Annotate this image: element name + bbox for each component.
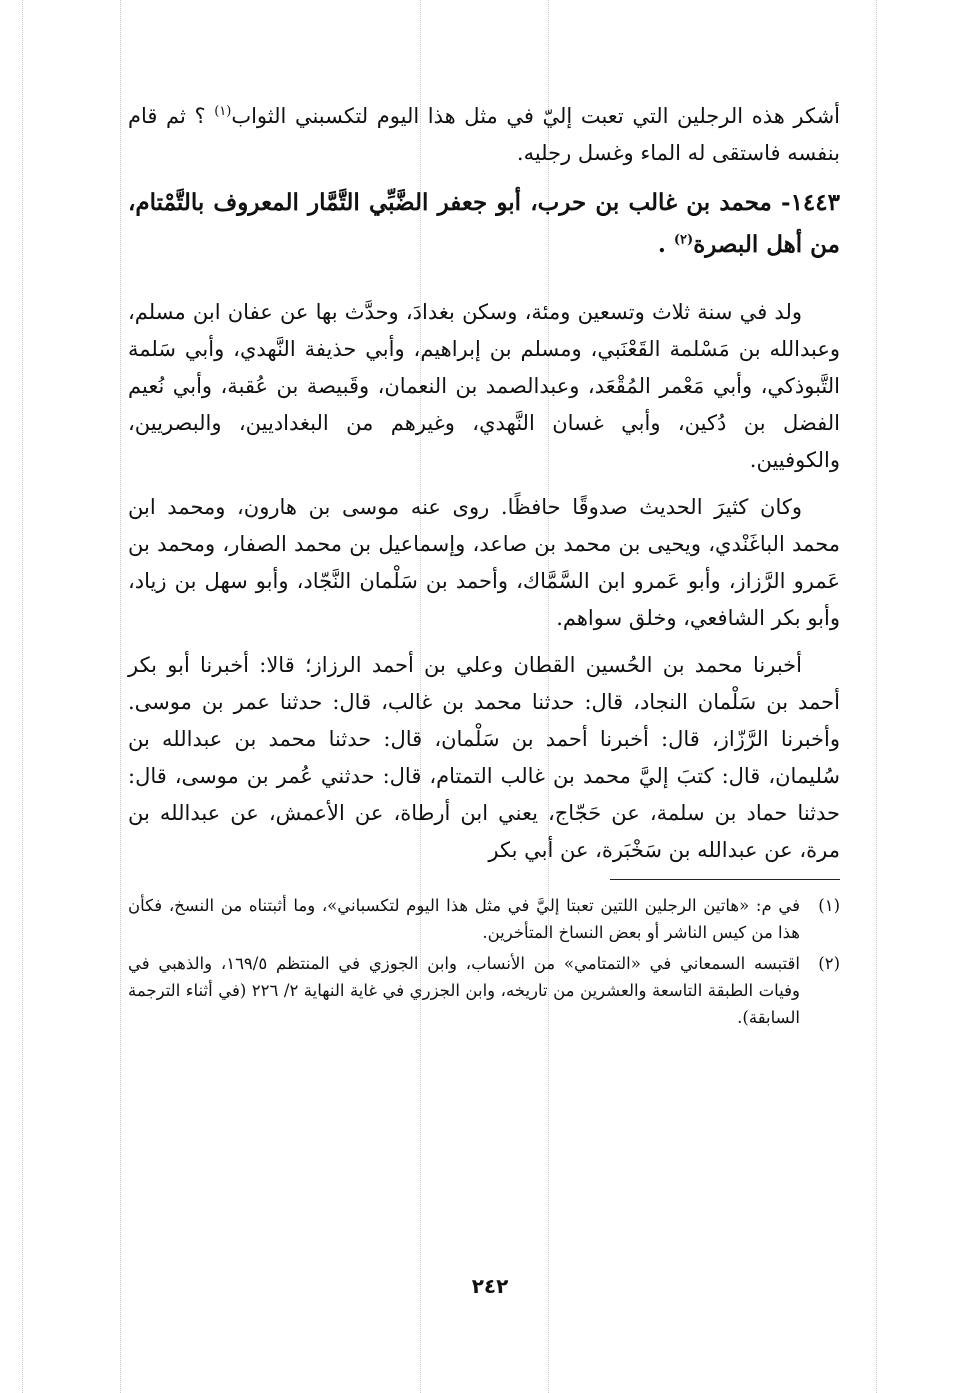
footnote-text: في م: «هاتين الرجلين اللتين تعبتا إليَّ في مثل هذا اليوم لتكسباني»، وما أثبتناه من النسخ، فكأن هذا من كيس الناشر أو بعض النساخ المتأخرين.	[128, 896, 800, 942]
footnote-1	[128, 892, 840, 946]
footnote-separator	[610, 879, 840, 880]
scan-guide-line	[22, 0, 23, 1393]
scan-guide-line	[876, 0, 877, 1393]
footnote-number: (١)	[818, 896, 840, 915]
entry-heading-end: .	[657, 231, 674, 258]
isnad-paragraph: أخبرنا محمد بن الحُسين القطان وعلي بن أحمد الرزاز؛ قالا: أخبرنا أبو بكر أحمد بن سَلْمان النجاد، قال: حدثنا محمد بن غالب، قال: حدثنا عمر بن موسى. وأخبرنا الرَّزّاز، قال: أخبرنا أحمد بن سَلْمان، قال: حدثنا محمد بن عبدالله بن سُليمان، قال: كتبَ إليَّ محمد بن غالب التمتام، قال: حدثني عُمر بن موسى، قال: حدثنا حماد بن سلمة، عن حَجّاج، يعني ابن أرطاة، عن الأعمش، عن عبدالله بن مرة، عن عبدالله بن سَخْبَرة، عن أبي بكر	[128, 653, 840, 862]
paragraph-text: ؟ ثم قام بنفسه فاستقى له الماء وغسل رجليه.	[128, 104, 840, 165]
footnote-text: اقتبسه السمعاني في «التمتامي» من الأنساب، وابن الجوزي في المنتظم ١٦٩/٥، والذهبي في وفيات الطبقة التاسعة والعشرين من تاريخه، وابن الجزري في غاية النهاية ٢/ ٢٢٦ (في أثناء الترجمة السابقة).	[128, 954, 800, 1027]
continuation-paragraph	[128, 98, 840, 172]
page-body	[128, 98, 840, 1035]
entry-heading	[128, 182, 840, 266]
footnote-ref[interactable]: (١)	[214, 104, 232, 119]
entry-heading-text: ١٤٤٣- محمد بن غالب بن حرب، أبو جعفر الضَّبِّي التَّمَّار المعروف بالتَّمْتام، من أهل البصرة	[128, 189, 840, 258]
scan-guide-line	[120, 0, 121, 1393]
footnote-2	[128, 950, 840, 1031]
paragraph-text: أشكر هذه الرجلين التي تعبت إليّ في مثل هذا اليوم لتكسبني الثواب	[231, 104, 840, 128]
page-number: ٢٤٢	[471, 1274, 509, 1298]
footnote-number: (٢)	[818, 954, 840, 973]
footnote-ref[interactable]: (٢)	[673, 232, 694, 248]
narrators-paragraph: وكان كثيرَ الحديث صدوقًا حافظًا. روى عنه موسى بن هارون، ومحمد ابن محمد الباغَنْدي، ويحيى بن محمد بن صاعد، وإسماعيل بن محمد الصفار، ومحمد بن عَمرو الرَّزاز، وأبو عَمرو ابن السَّمَّاك، وأحمد بن سَلْمان النَّجّاد، وأبو سهل بن زياد، وأبو بكر الشافعي، وخلق سواهم.	[128, 495, 840, 630]
birth-paragraph: ولد في سنة ثلاث وتسعين ومئة، وسكن بغدادَ، وحدَّث بها عن عفان ابن مسلم، وعبدالله بن مَسْلمة القَعْنَبي، ومسلم بن إبراهيم، وأبي حذيفة النَّهدي، وأبي سَلمة التَّبوذكي، وأبي مَعْمر المُقْعَد، وعبدالصمد بن النعمان، وقَبيصة بن عُقبة، وأبي نُعيم الفضل بن دُكين، وأبي غسان النَّهدي، وغيرهم من البغداديين، والبصريين، والكوفيين.	[128, 300, 840, 472]
